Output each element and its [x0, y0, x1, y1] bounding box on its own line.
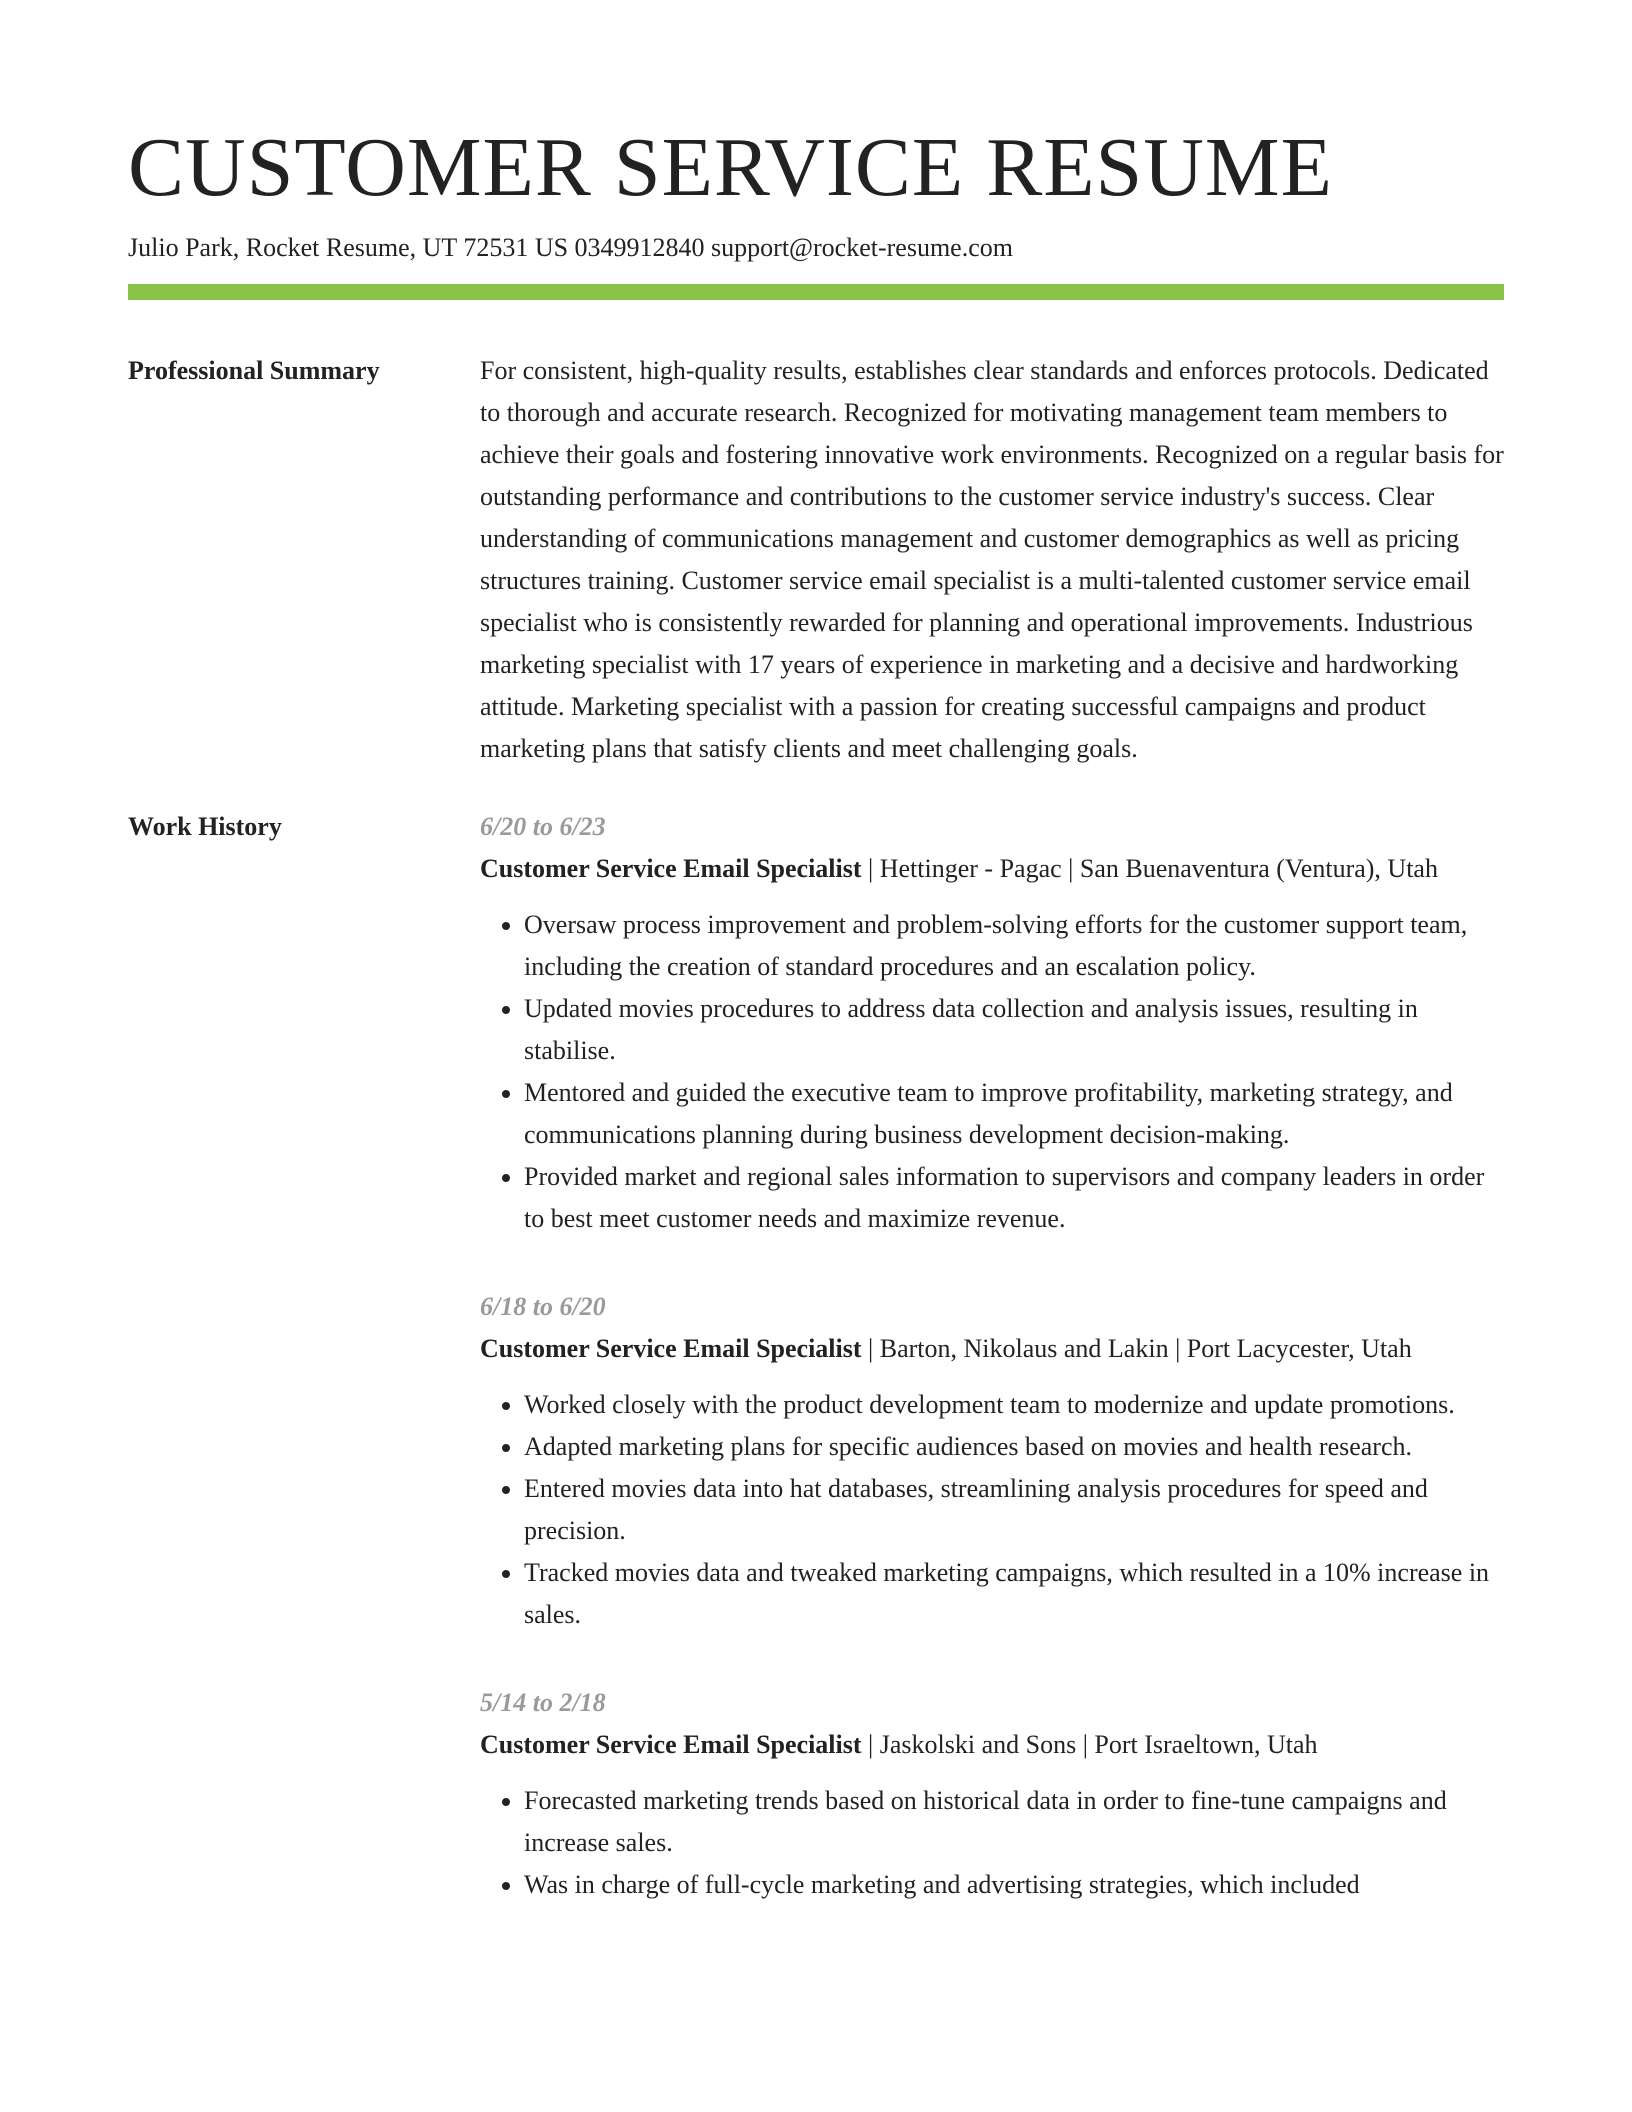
job-bullet: • Entered movies data into hat databases, streamlining analysis procedures for speed and precision.	[524, 1468, 1504, 1552]
job-dates: 5/14 to 2/18	[480, 1688, 606, 1717]
job-details: | Hettinger - Pagac | San Buenaventura (Ventura), Utah	[861, 854, 1438, 883]
resume-page	[128, 0, 1504, 1952]
contact-info: Julio Park, Rocket Resume, UT 72531 US 0349912840 support@rocket-resume.com	[128, 233, 1013, 262]
summary-text: For consistent, high-quality results, establishes clear standards and enforces protocols. Dedicated to thorough and accurate research. Recognized for motivating management team members to achieve their goals and fostering innovative work environments. Recognized on a regular basis for outstanding performance and contributions to the customer service industry's success. Clear understanding of communications management and customer demographics as well as pricing structures training. Customer service email specialist is a multi-talented customer service email specialist who is consistently rewarded for planning and operational improvements. Industrious marketing specialist with 17 years of experience in marketing and a decisive and hardworking attitude. Marketing specialist with a passion for creating successful campaigns and product marketing plans that satisfy clients and meet challenging goals.	[480, 356, 1504, 763]
job-dates: 6/18 to 6/20	[480, 1292, 606, 1321]
job-bullet: • Adapted marketing plans for specific audiences based on movies and health research.	[524, 1426, 1504, 1468]
job-title: Customer Service Email Specialist	[480, 854, 862, 883]
job-heading	[480, 848, 1504, 890]
job-bullet: • Worked closely with the product development team to modernize and update promotions.	[524, 1384, 1504, 1426]
job-bullet: • Oversaw process improvement and problem-solving efforts for the customer support team, including the creation of standard procedures and an escalation policy.	[524, 904, 1504, 988]
page-title: CUSTOMER SERVICE RESUME	[128, 121, 1333, 214]
job-entry	[480, 806, 1504, 1240]
job-bullet-list	[480, 1384, 1504, 1636]
work-history-section	[128, 806, 1504, 1952]
job-entry	[480, 1682, 1504, 1906]
section-label-summary: Professional Summary	[128, 356, 380, 385]
job-title: Customer Service Email Specialist	[480, 1334, 862, 1363]
job-bullet: • Tracked movies data and tweaked marketing campaigns, which resulted in a 10% increase in sales.	[524, 1552, 1504, 1636]
job-heading	[480, 1328, 1504, 1370]
job-bullet-list	[480, 1780, 1504, 1906]
job-bullet-list	[480, 904, 1504, 1240]
job-title: Customer Service Email Specialist	[480, 1730, 862, 1759]
accent-divider	[128, 284, 1504, 300]
job-entry	[480, 1286, 1504, 1636]
job-bullet: • Updated movies procedures to address data collection and analysis issues, resulting in stabilise.	[524, 988, 1504, 1072]
job-details: | Jaskolski and Sons | Port Israeltown, Utah	[861, 1730, 1318, 1759]
section-label-work-history: Work History	[128, 812, 282, 841]
professional-summary-section	[128, 350, 1504, 770]
job-details: | Barton, Nikolaus and Lakin | Port Lacycester, Utah	[861, 1334, 1412, 1363]
job-heading	[480, 1724, 1504, 1766]
job-bullet: • Was in charge of full-cycle marketing and advertising strategies, which included	[524, 1864, 1504, 1906]
job-bullet: • Provided market and regional sales information to supervisors and company leaders in order to best meet customer needs and maximize revenue.	[524, 1156, 1504, 1240]
job-bullet: • Forecasted marketing trends based on historical data in order to fine-tune campaigns and increase sales.	[524, 1780, 1504, 1864]
job-bullet: • Mentored and guided the executive team to improve profitability, marketing strategy, and communications planning during business development decision-making.	[524, 1072, 1504, 1156]
work-history-list	[480, 806, 1504, 1952]
job-dates: 6/20 to 6/23	[480, 812, 606, 841]
